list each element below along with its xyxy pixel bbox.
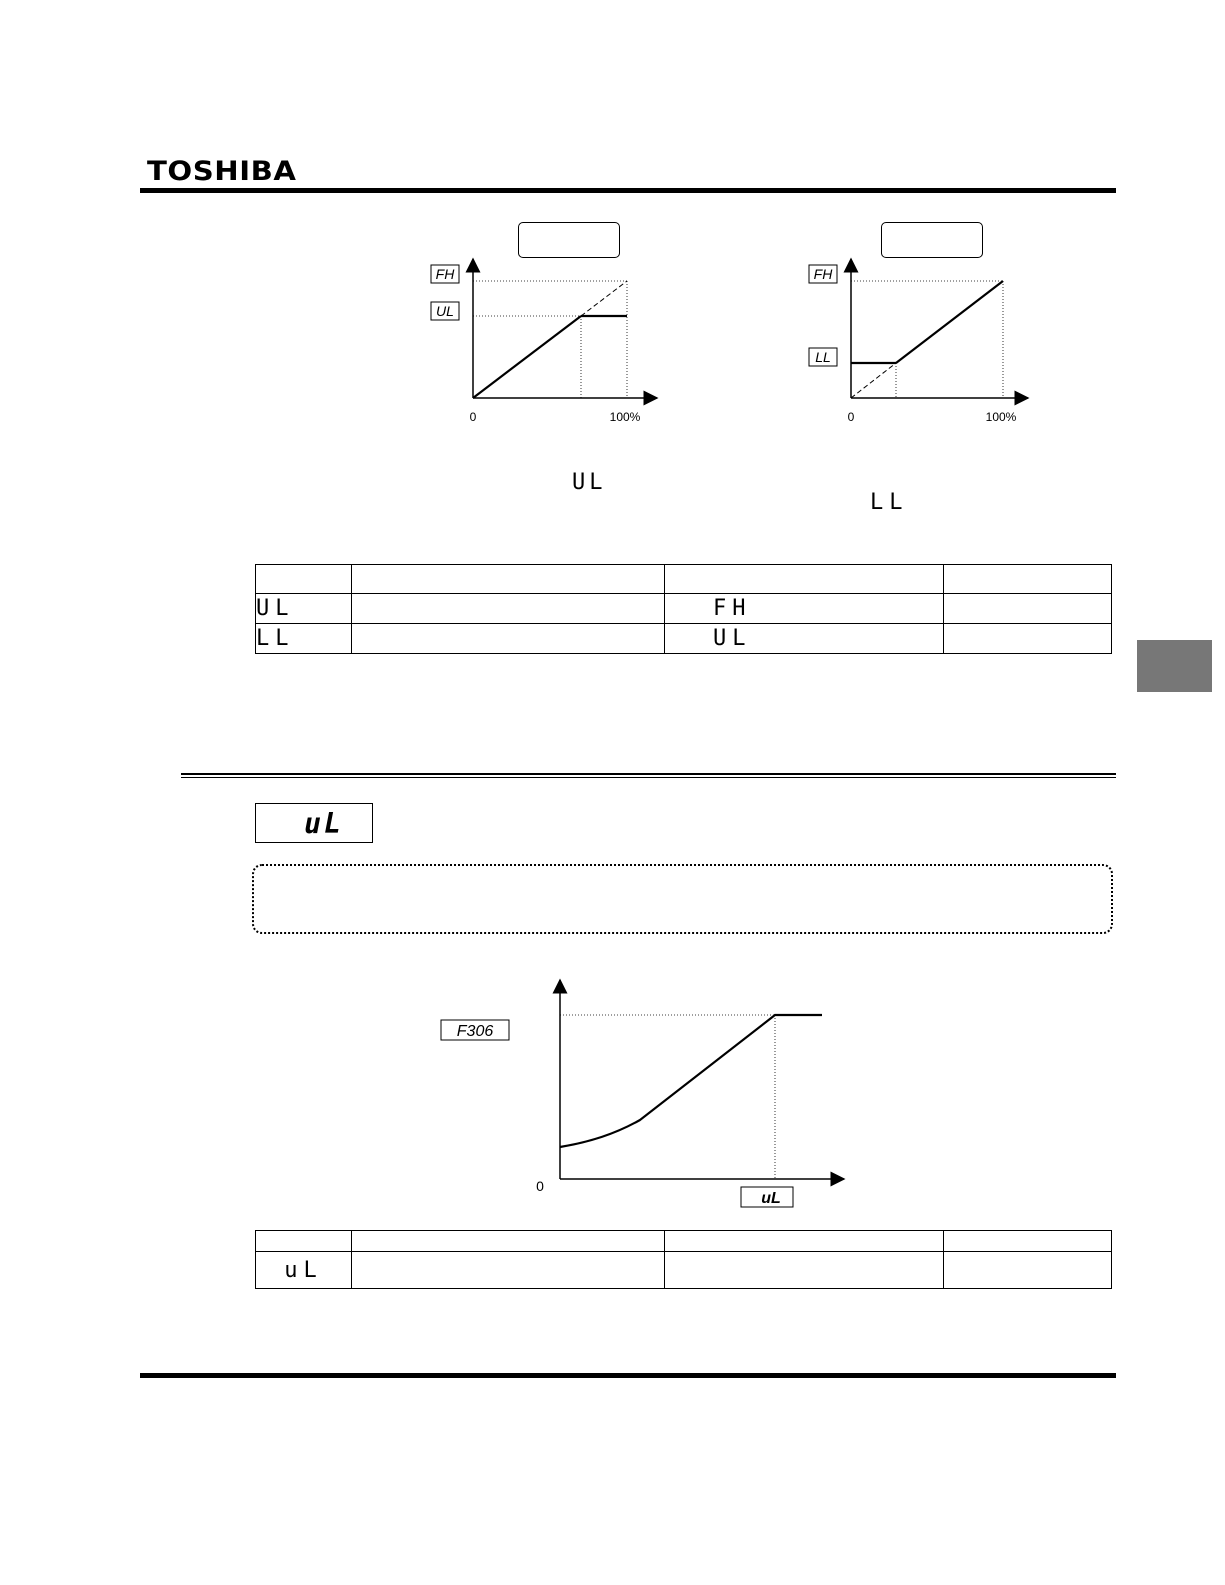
table-row: [256, 1252, 1112, 1289]
left-graph-title-box: [518, 222, 620, 258]
chapter-tab: [1137, 640, 1212, 692]
right-caption-code: LL: [870, 490, 909, 515]
left-ramp: [473, 316, 581, 398]
right-max-label: 100%: [985, 410, 1017, 424]
right-origin-label: 0: [847, 410, 855, 424]
left-ul-label: UL: [436, 303, 454, 319]
right-graph: [803, 255, 1048, 435]
table2-code-ul: uL: [256, 1252, 352, 1289]
bottom-graph: [430, 970, 860, 1215]
left-dashed-extension: [581, 281, 627, 316]
table1-range-fh: FH: [665, 594, 944, 624]
right-dashed-start: [851, 363, 896, 398]
table-row: [256, 624, 1112, 654]
param-title-box: [255, 803, 373, 843]
table1-code-ll: LL: [256, 624, 352, 654]
left-caption-code: UL: [572, 470, 607, 495]
section-rule-thin: [181, 777, 1116, 778]
header-rule: [140, 188, 1116, 193]
right-graph-title-box: [881, 222, 983, 258]
ul-table: [255, 1230, 1112, 1289]
bottom-ul-label: uL: [761, 1190, 781, 1207]
toshiba-logo: TOSHIBA: [147, 156, 297, 187]
section-rule: [181, 773, 1116, 775]
param-title: uL: [304, 806, 344, 840]
table1-range-ul: UL: [665, 624, 944, 654]
left-origin-label: 0: [469, 410, 477, 424]
right-ll-label: LL: [815, 349, 831, 365]
note-box: [252, 864, 1113, 934]
left-fh-label: FH: [435, 266, 455, 282]
right-ramp: [896, 281, 1003, 363]
bottom-curve: [560, 1015, 822, 1147]
footer-rule: [140, 1373, 1116, 1378]
table1-code-ul: UL: [256, 594, 352, 624]
left-max-label: 100%: [609, 410, 641, 424]
table-row: [256, 594, 1112, 624]
left-graph: [425, 255, 670, 435]
limit-table: [255, 564, 1112, 654]
bottom-origin-label: 0: [536, 1178, 544, 1194]
bottom-f306-label: F306: [456, 1023, 494, 1040]
right-fh-label: FH: [813, 266, 833, 282]
